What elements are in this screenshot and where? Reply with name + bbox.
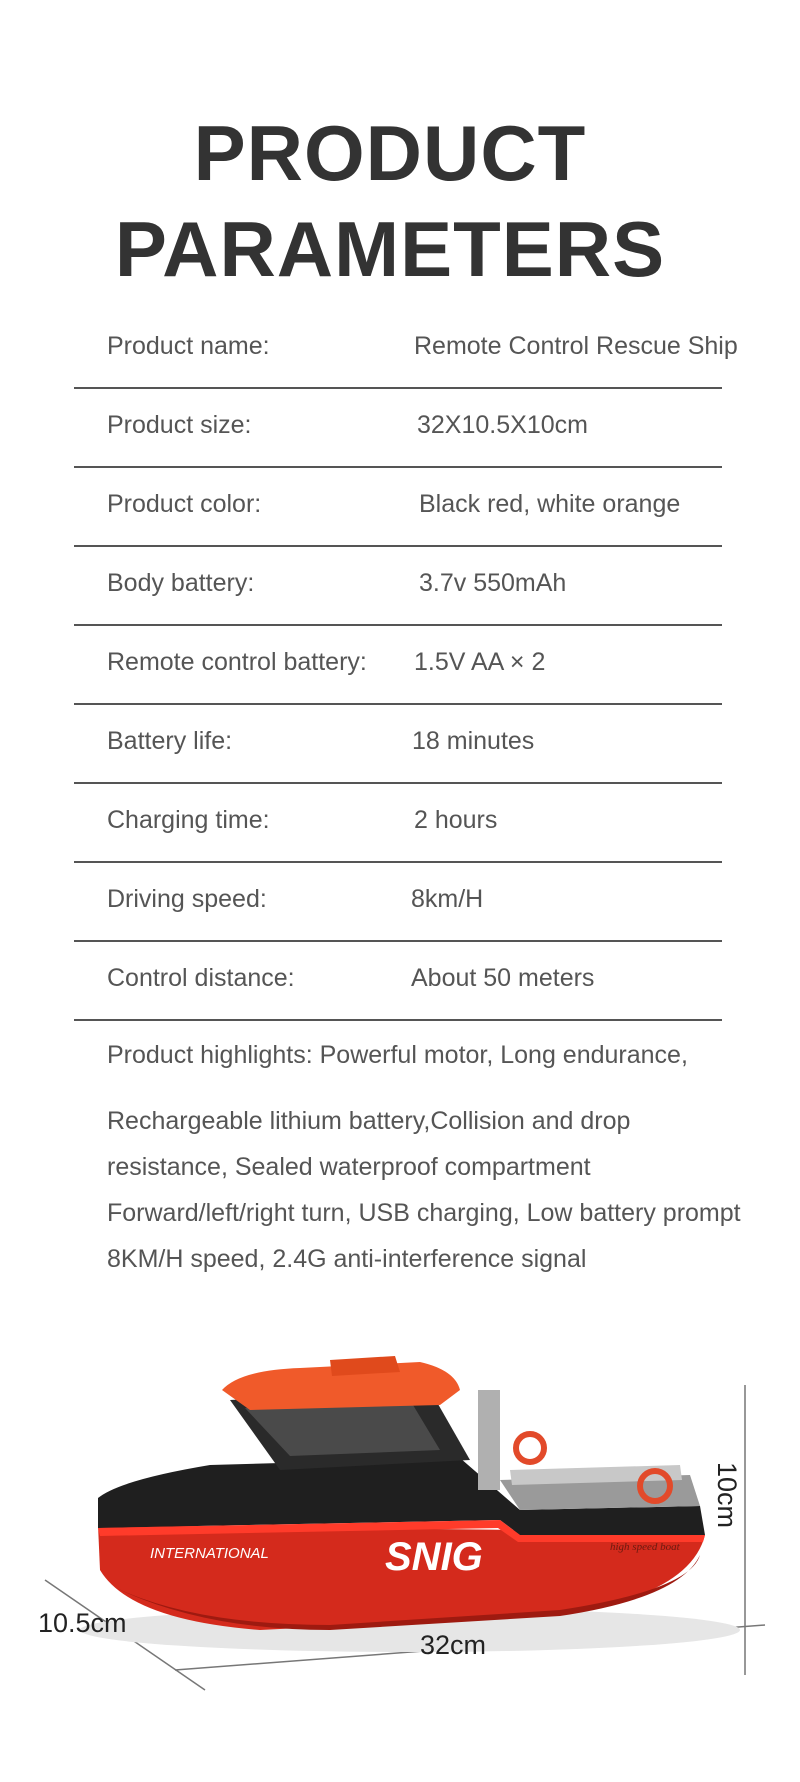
param-label: Battery life: xyxy=(107,727,233,755)
param-row-color xyxy=(74,468,722,547)
param-row-driving-speed xyxy=(74,863,722,942)
hull-side-text: high speed boat xyxy=(610,1541,680,1553)
param-row-size xyxy=(74,389,722,468)
life-ring-icon xyxy=(516,1434,544,1462)
boat-illustration-area xyxy=(0,1330,800,1777)
hull-text: INTERNATIONAL xyxy=(150,1545,269,1562)
highlight-line: Rechargeable lithium battery,Collision and drop xyxy=(107,1107,631,1135)
highlight-line: resistance, Sealed waterproof compartment xyxy=(107,1153,591,1181)
param-row-body-battery xyxy=(74,547,722,626)
param-value: Remote Control Rescue Ship xyxy=(414,332,738,360)
param-row-charging-time xyxy=(74,784,722,863)
highlight-line: Forward/left/right turn, USB charging, Low battery prompt xyxy=(107,1199,741,1227)
product-highlights xyxy=(107,1032,797,1282)
height-label: 10cm xyxy=(712,1462,742,1529)
param-row-remote-battery xyxy=(74,626,722,705)
param-value: 8km/H xyxy=(411,885,484,913)
param-value: Black red, white orange xyxy=(419,490,681,518)
param-label: Control distance: xyxy=(107,964,295,992)
param-label: Product color: xyxy=(107,490,262,518)
page-title xyxy=(0,105,780,297)
param-label: Driving speed: xyxy=(107,885,267,913)
param-value: About 50 meters xyxy=(411,964,595,992)
title-line-2: PARAMETERS xyxy=(114,205,666,293)
title-line-1: PRODUCT xyxy=(193,109,587,197)
param-row-battery-life xyxy=(74,705,722,784)
param-value: 1.5V AA × 2 xyxy=(414,648,546,676)
param-value: 18 minutes xyxy=(412,727,535,755)
highlight-line: Product highlights: Powerful motor, Long endurance, xyxy=(107,1041,688,1069)
param-row-control-distance xyxy=(74,942,722,1021)
brand-logo: SNIG xyxy=(385,1535,483,1579)
param-row-name xyxy=(74,310,738,389)
param-label: Product size: xyxy=(107,411,252,439)
param-value: 3.7v 550mAh xyxy=(419,569,567,597)
param-label: Remote control battery: xyxy=(107,648,367,676)
param-label: Product name: xyxy=(107,332,270,360)
param-value: 32X10.5X10cm xyxy=(417,411,588,439)
crane-mast xyxy=(478,1390,500,1490)
parameters-table xyxy=(74,310,738,1021)
param-value: 2 hours xyxy=(414,806,498,834)
param-label: Charging time: xyxy=(107,806,270,834)
param-label: Body battery: xyxy=(107,569,255,597)
boat-image xyxy=(0,1330,800,1777)
length-label: 32cm xyxy=(420,1630,487,1660)
highlight-line: 8KM/H speed, 2.4G anti-interference signal xyxy=(107,1245,587,1273)
width-label: 10.5cm xyxy=(38,1608,127,1638)
